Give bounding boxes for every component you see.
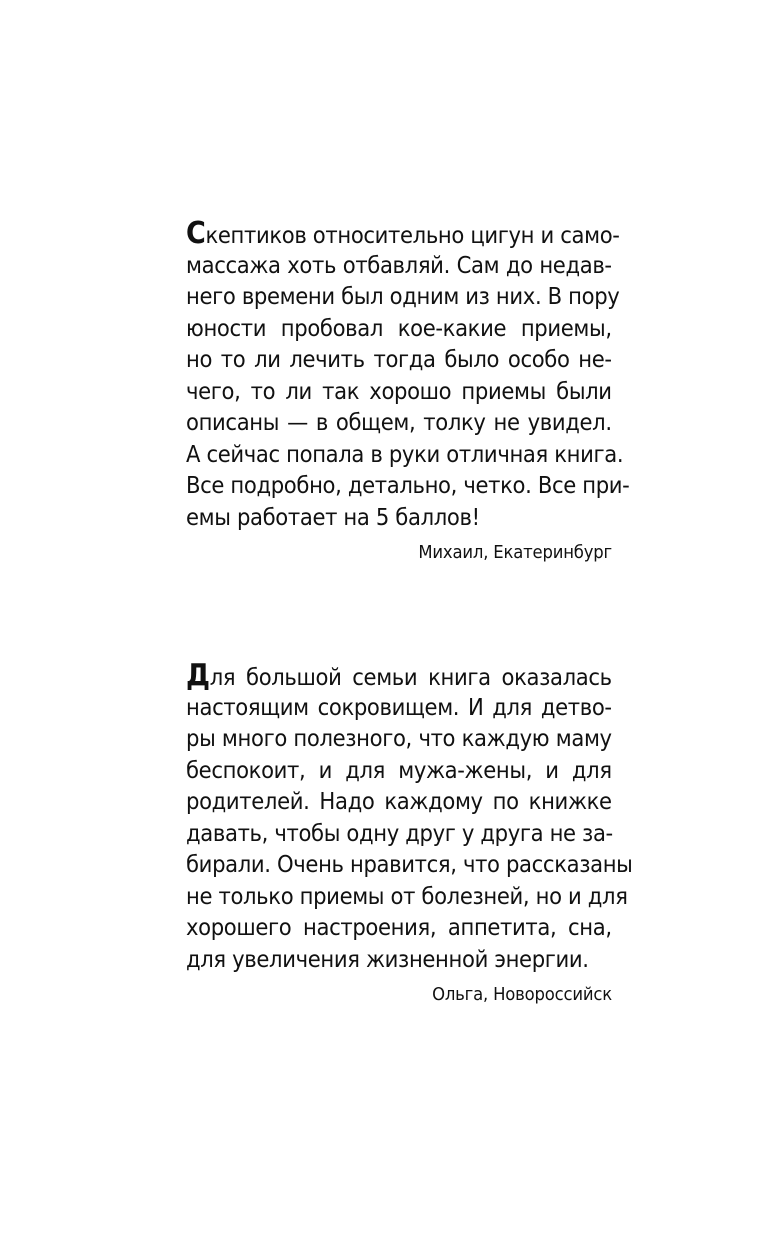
review-2-drop-cap: Д <box>186 658 210 693</box>
review-1-line-5: но то ли лечить тогда было особо не- <box>186 345 612 373</box>
review-1 <box>186 216 630 565</box>
review-2-line-10: для увеличения жизненной энергии. <box>186 944 589 973</box>
review-2-line-2: настоящим сокровищем. И для детво- <box>186 692 612 721</box>
review-2-line-4: беспокоит, и для мужа-жены, и для <box>186 755 612 784</box>
review-1-first-line-text: кептиков относительно цигун и само- <box>205 221 620 249</box>
review-2-line-8: не только приемы от болезней, но и для <box>186 881 628 910</box>
review-1-drop-cap: С <box>186 216 206 251</box>
review-1-line-2: массажа хоть отбавляй. Сам до недав- <box>186 250 612 279</box>
review-2-line-3: ры много полезного, что каждую маму <box>186 724 612 752</box>
review-2-line-7: бирали. Очень нравится, что рассказаны <box>186 850 633 878</box>
review-2-line-6: давать, чтобы одну друг у друга не за- <box>186 818 613 847</box>
review-2-line-5: родителей. Надо каждому по книжке <box>186 787 612 815</box>
review-1-line-8: А сейчас попала в руки отличная книга. <box>186 439 624 468</box>
review-1-line-4: юности пробовал кое-какие приемы, <box>186 313 612 342</box>
review-2 <box>186 658 633 1007</box>
review-1-line-3: него времени был одним из них. В пору <box>186 282 620 310</box>
review-1-line-6: чего, то ли так хорошо приемы были <box>186 376 612 405</box>
review-2-author: Ольга, Новороссийск <box>432 985 612 1005</box>
review-1-line-10: емы работает на 5 баллов! <box>186 502 480 531</box>
review-2-line-9: хорошего настроения, аппетита, сна, <box>186 913 612 941</box>
review-1-line-7: описаны — в общем, толку не увидел. <box>186 408 612 436</box>
review-2-line-1 <box>186 660 612 692</box>
review-1-author: Михаил, Екатеринбург <box>418 543 612 563</box>
review-2-first-line-text: ля большой семьи книга оказалась <box>209 663 612 691</box>
review-1-line-1 <box>186 216 620 251</box>
review-1-line-9: Все подробно, детально, четко. Все при- <box>186 471 630 499</box>
